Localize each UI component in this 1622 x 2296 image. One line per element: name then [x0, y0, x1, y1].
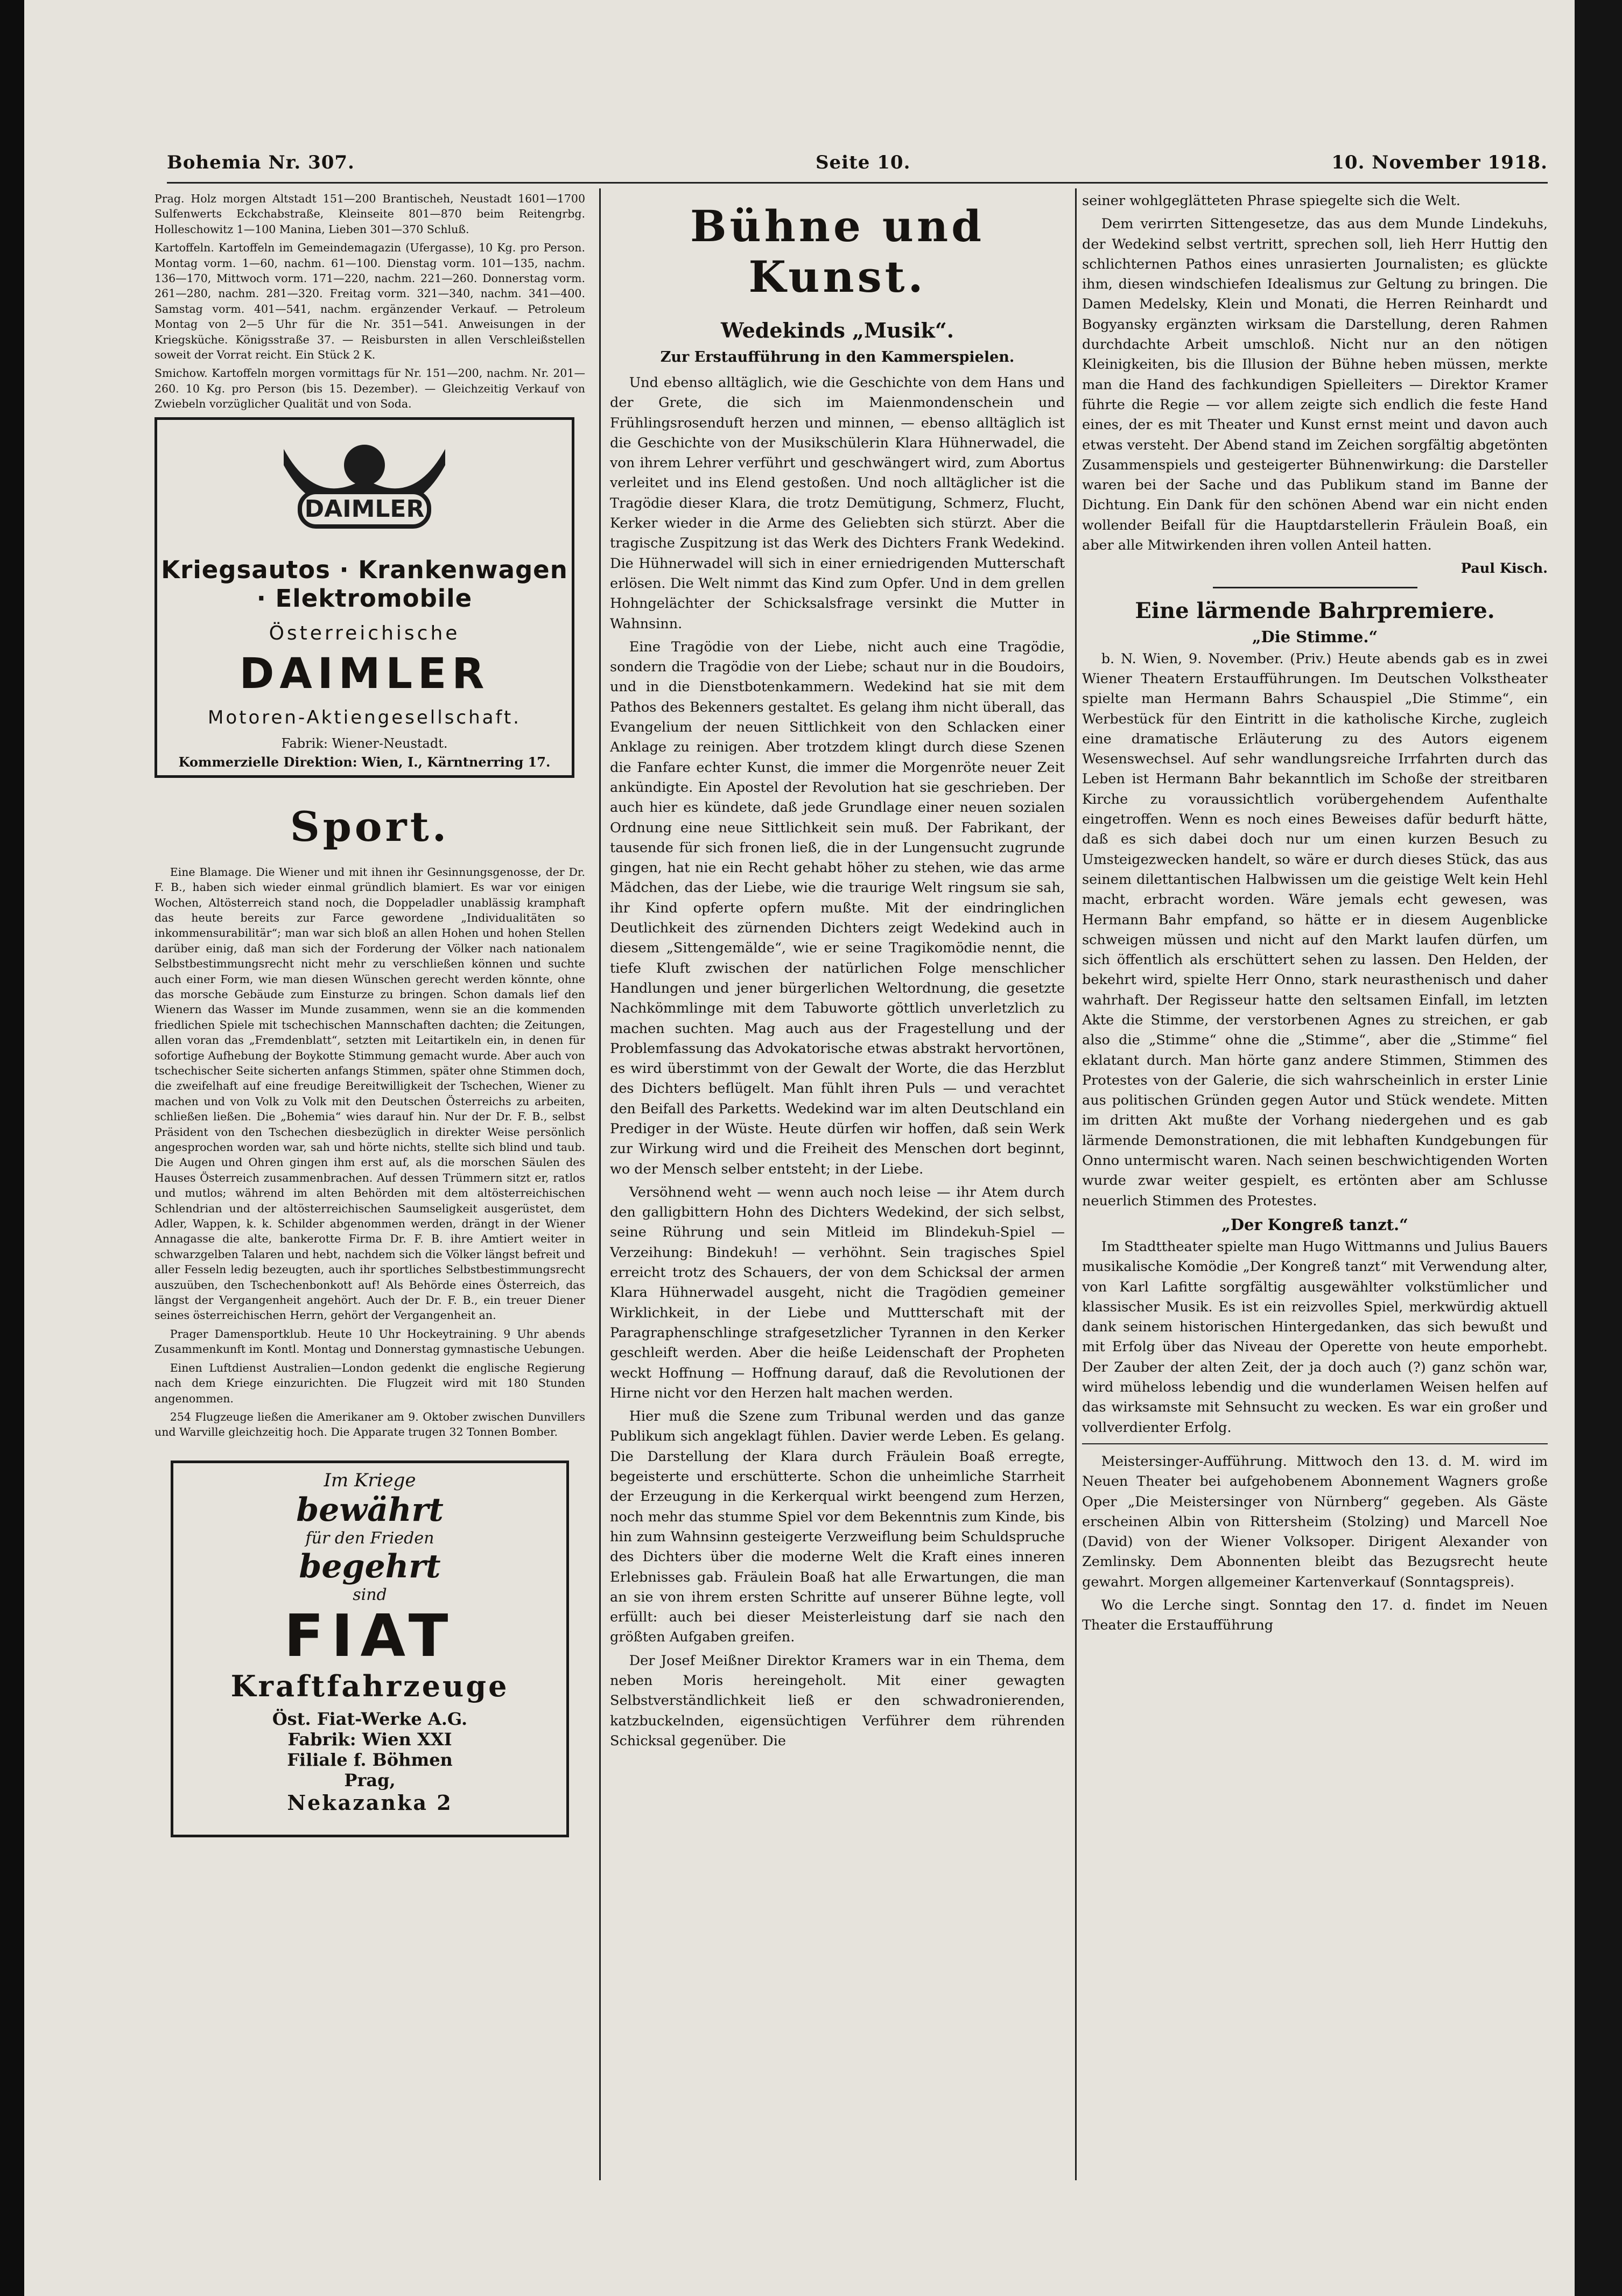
header-right: 10. November 1918. [1331, 152, 1548, 173]
article-continuation: Dem verirrten Sittengesetze, das aus dem Munde Lindekuhs, der Wedekind selbst vertritt, sprechen soll, lieh Herr Huttig den schlichternen Pathos eines unrasierten Journalisten; es glückte ihm, diesen windschiefen Idealismus zur Geltung zu bringen. Die Damen Medelsky, Klein und Monati, die Herren Reinhardt und Bogyansky ergänzten wirksam die Darstellung, deren Rahmen durchdachte Arbeit umschloß. Nicht nur an den nötigen Kleinigkeiten, bis die Illusion der Bühne heben müssen, merkte man die Hand des fachkundigen Spielleiters — Direktor Kramer führte die Regie — vor allem zeigte sich endlich die feste Hand eines, der es mit Theater und Kunst ernst meint und davon auch etwas versteht. Der Abend stand im Zeichen sorgfältig abgetönten Zusammenspiels und gesteigerter Bühnenwirkung: die Darsteller waren bei der Sache und das Publikum stand im Banne der Dichtung. Ein Dank für den schönen Abend war ein nicht enden wollender Beifall für die Hauptdarstellerin Fräulein Boaß, ein aber alle Mitwirkenden ihren vollen Anteil hatten. [1082, 216, 1548, 554]
fiat-line: für den Frieden [305, 1528, 434, 1548]
header-center: Seite 10. [816, 152, 911, 173]
section-title: Bühne und Kunst. [690, 201, 985, 302]
notice-paragraph: Meistersinger-Aufführung. Mittwoch den 13. d. M. wird im Neuen Theater bei aufgehobenem Abonnement Wagners große Oper „Die Meistersinger von Nürnberg“ gegeben. Als Gäste erscheinen Albin von Rittersheim (Stolzing) und Marcell Noe (David) von der Wiener Volksoper. Dirigent Alexander von Zemlinsky. Dem Abonnenten bleibt das Bezugsrecht heute gewahrt. Morgen allgemeiner Kartenverkauf (Sonntagspreis). [1082, 1453, 1548, 1590]
article-paragraph: Eine Tragödie von der Liebe, nicht auch eine Tragödie, sondern die Tragödie von der Liebe; schaut nur in die Boudoirs, und in die Dienstbotenkammern. Wedekind hat sie mit dem Pathos des Bekenners gestaltet. Es gelang ihm nicht überall, das Evangelium der neuen Sittlichkeit von den Schlacken einer Anklage zu reinigen. Aber trotzdem klingt durch diese Szenen die Fanfare echter Kunst, die immer die Morgenröte neuer Zeit ankündigte. Ein Apostel der Revolution hat sie geschrieben. Der auch hier es kündete, daß jede Grundlage einer neuen sozialen Ordnung eine neue Sittlichkeit sein muß. Der Fabrikant, der tausende für sich fronen ließ, die in der Lungensucht zugrunde gingen, hat nie ein Recht gehabt höher zu stehen, wie das arme Mädchen, das der Liebe, wie die traurige Welt ringsum sie sah, ihr Kind opferte opfern mußte. Mit der eindringlichen Deutlichkeit des zürnenden Dichters zeigt Wedekind auch in diesem „Sittengemälde“, wie er seine Tragikomödie nennt, die tiefe Kluft zwischen der natürlichen Folge menschlicher Handlungen und jener bürgerlichen Weltordnung, die gesetzte Nachkömmlinge mit dem Tabuworte göttlich unverletzlich zu machen suchten. Mag auch aus der Fragestellung und der Problemfassung das Advokatorische etwas abstrakt hervortönen, es wird überstimmt von der Gewalt der Worte, die das Herzblut des Dichters beflügelt. Man fühlt ihren Puls — und verachtet den Beifall des Parketts. Wedekind war im alten Deutschland ein Prediger in der Wüste. Heute dürfen wir hoffen, daß sein Werk zur Wirkung wird und die Freiheit des Menschen dort beginnt, wo der Mensch selber entsteht; in der Liebe. [610, 638, 1065, 1177]
notice: Prag. Holz morgen Altstadt 151—200 Brantischeh, Neustadt 1601—1700 Sulfenwerts Eckchabstraße, Kleinseite 801—870 beim Reitengrbg. Holleschowitz 1—100 Manina, Lieben 301—370 Schluß. [155, 192, 585, 236]
article-paragraph: Hier muß die Szene zum Tribunal werden und das ganze Publikum sich angeklagt fühlen. Davier werde Leben. Es gelang. Die Darstellung der Klara durch Fräulein Boaß erregte, begeisterte und erschütterte. Schon die unheimliche Starrheit der Erzeugung in die Kerkerqual wirkt beengend zum Herzen, noch mehr das stumme Spiel vor dem Bekenntnis zum Kinde, bis hin zum Wahnsinn gesteigerte Verzweiflung beim Schuldspruche des Dichters über die moderne Welt die Kraft eines inneren Erlebnisses gab. Fräulein Boaß hat alle Erwartungen, die man an sie von ihrem ersten Schritte auf unserer Bühne legte, voll erfüllt: auch bei dieser Meisterleistung darf sie nach den größten Aufgaben greifen. [610, 1408, 1065, 1646]
article-paragraph: Und ebenso alltäglich, wie die Geschichte von dem Hans und der Grete, die sich im Maienmondenschein und Frühlingsrosenduft herzen und minnen, — ebenso alltäglich ist die Geschichte von der Musikschülerin Klara Hühnerwadel, die von ihrem Lehrer verführt und geschwängert wird, zum Abortus verleitet und ins Elend gestoßen. Und noch alltäglicher ist die Tragödie dieser Klara, die trotz Demütigung, Schmerz, Flucht, Kerker wieder in die Arme des Geliebten sich stürzt. Aber die tragische Zuspitzung ist das Werk des Dichters Frank Wedekind. Die Hühnerwadel will sich in einer erniedrigenden Mutterschaft erlösen. Die Welt nimmt das Kind zum Opfer. Und in dem grellen Hohngelächter der Schicksalsfrage versinkt die Mutter in Wahnsinn. [610, 375, 1065, 632]
article-continuation: seiner wohlgeglätteten Phrase spiegelte sich die Welt. [1082, 193, 1460, 209]
daimler-logo-text: DAIMLER [304, 495, 425, 523]
sport-paragraph: Prager Damensportklub. Heute 10 Uhr Hockeytraining. 9 Uhr abends Zusammenkunft im Kontl. Montag und Donnerstag gymnastische Uebungen. [155, 1327, 585, 1356]
column-2 [610, 191, 1065, 2183]
article-subtitle: Zur Erstaufführung in den Kammerspielen. [660, 349, 1015, 366]
daimler-factory: Fabrik: Wiener-Neustadt. [281, 735, 448, 751]
sport-section [155, 865, 585, 1440]
sport-paragraph: 254 Flugzeuge ließen die Amerikaner am 9. Oktober zwischen Dunvillers und Warville gleichzeitig hoch. Die Apparate trugen 32 Tonnen Bomber. [155, 1410, 585, 1439]
header-rule [167, 182, 1548, 184]
sport-section-title: Sport. [290, 802, 450, 851]
article-paragraph: Versöhnend weht — wenn auch noch leise — ihr Atem durch den galligbittern Hohn des Dichters Wedekind, der sich selbst, seine Rührung und sein Mitleid im Blindekuh-Spiel — Verzeihung: Bindekuh! — verhöhnt. Sein tragisches Spiel erreicht trotz des Schauers, der von dem Schicksal der armen Klara Hühnerwadel ausgeht, nicht die Tragödien gemeiner Wirklichkeit, in der Liebe und Muttterschaft mit der Paragraphenschlinge strafgesetzlicher Tyrannen in den Kerker geschleift werden. Aber die heiße Leidenschaft der Propheten weckt Hoffnung — Hoffnung darauf, daß die Revolutionen der Hirne nicht vor den Herzen halt machen werden. [610, 1184, 1065, 1401]
fiat-line: sind [353, 1585, 387, 1604]
fiat-line: Öst. Fiat-Werke A.G. [272, 1708, 468, 1729]
notice: Kartoffeln. Kartoffeln im Gemeindemagazin (Ufergasse), 10 Kg. pro Person. Montag vorm. 1—60, nachm. 61—100. Dienstag vorm. 101—135, nachm. 136—170, Mittwoch vorm. 171—220, nachm. 221—260. Donnerstag vorm. 261—280, nachm. 281—320. Freitag vorm. 321—340, nachm. 341—400. Samstag vorm. 401—541, nachm. ergänzender Verkauf. — Petroleum Montag von 2—5 Uhr für die Nr. 351—541. Anweisungen in der Kriegsküche. Königsstraße 37. — Reisbursten in allen Verschleißstellen soweit der Vorrat reicht. Ein Stück 2 K. [155, 241, 585, 362]
fiat-line: Im Kriege [324, 1469, 416, 1491]
article-subtitle: „Die Stimme.“ [1252, 627, 1378, 646]
page-header [167, 152, 1548, 184]
fiat-line: Filiale f. Böhmen [287, 1749, 453, 1770]
sport-paragraph: Einen Luftdienst Australien—London gedenkt die englische Regierung nach dem Kriege einzurichten. Die Flugzeit wird mit 180 Stunden angenommen. [155, 1361, 585, 1405]
fiat-brand: FIAT [284, 1602, 456, 1670]
fiat-line: Fabrik: Wien XXI [287, 1729, 452, 1750]
fiat-line: bewährt [296, 1491, 444, 1529]
daimler-country: Österreichische [269, 622, 460, 644]
daimler-logo-icon [251, 427, 478, 546]
fiat-advertisement [171, 1461, 569, 1837]
fiat-line: Nekazanka 2 [287, 1790, 453, 1815]
article-title: Wedekinds „Musik“. [721, 318, 954, 342]
column-rule-1 [599, 188, 601, 2180]
newspaper-page [24, 0, 1575, 2296]
daimler-address: Kommerzielle Direktion: Wien, I., Kärntnerring 17. [178, 754, 551, 770]
daimler-brand: DAIMLER [239, 649, 490, 698]
article-paragraph: Der Josef Meißner Direktor Kramers war in ein Thema, dem neben Moris hereingeholt. Mit einer gewagten Selbstverständlichkeit ließ er den schwadronierenden, katzbuckelnden, eigensüchtigen Verführer dem rührenden Schicksal gegenüber. Die [610, 1652, 1065, 1749]
article-paragraph: b. N. Wien, 9. November. (Priv.) Heute abends gab es in zwei Wiener Theatern Erstaufführungen. Im Deutschen Volkstheater spielte man Hermann Bahrs Schauspiel „Die Stimme“, ein Werbestück für den Eintritt in die katholische Kirche, zugleich eine dramatische Erläuterung zu des Autors eigenem Wesenswechsel. Auf sehr wandlungsreiche Irrfahrten durch das Leben ist Hermann Bahr bekanntlich im Schoße der streitbaren Kirche zu voraussichtlich vorübergehendem Aufenthalte eingetroffen. Wenn es noch eines Beweises dafür bedurft hätte, daß es sich dabei doch nur um einen kurzen Besuch zu Umsteigezwecken handelt, so wäre er durch dieses Stück, das aus seinem dilettantischen Halbwissen um die geistige Welt kein Hehl macht, erbracht worden. Wäre jemals echt gewesen, was Hermann Bahr empfand, so hätte er in diesem Augenblicke schweigen müssen und nicht auf den Markt laufen dürfen, um sich öffentlich als erschüttert sehen zu lassen. Den Helden, der bekehrt wird, spielte Herr Onno, stark neurasthenisch und daher wahrhaft. Der Regisseur hatte den seltsamen Einfall, im letzten Akte die Stimme, der verstorbenen Agnes zu streichen, er gab also die „Stimme“ ohne die „Stimme“, aber die „Stimme“ fiel eklatant durch. Man hörte ganz andere Stimmen, Stimmen des Protestes von der Galerie, die sich wahrscheinlich in erster Linie aus politischen Gründen gegen Autor und Stück wendete. Mitten im dritten Akt mußte der Vorhang niedergehen und es gab lärmende Demonstrationen, die mit lebhaften Kundgebungen für Onno untermischt waren. Nach seinen beschwichtigenden Worten wurde zwar weiter gespielt, es ertönten aber am Schlusse neuerlich Stimmen des Protestes. [1082, 650, 1548, 1209]
fiat-line: Prag, [344, 1770, 396, 1791]
scan-border [1575, 0, 1622, 2296]
fiat-line: begehrt [299, 1547, 441, 1585]
column-3 [1082, 191, 1548, 2183]
daimler-products: Kriegsautos · Krankenwagen · Elektromobile [161, 555, 568, 613]
article-divider [1213, 587, 1417, 588]
article-title: Eine lärmende Bahrpremiere. [1135, 598, 1495, 623]
article-paragraph: Im Stadttheater spielte man Hugo Wittmanns und Julius Bauers musikalische Komödie „Der Kongreß tanzt“ mit Verwendung alter, von Karl Lafitte sorgfältig ausgewählter volkstümlicher und klassischer Musik. Es ist ein reizvolles Spiel, merkwürdig aktuell dank seinem historischen Hintergedanken, das sich bewußt und mit Erfolg über das Niveau der Operette von heute emporhebt. Der Zauber der alten Zeit, der ja doch auch (?) ganz schön war, wird müheloss lebendig und die wunderlamen Weisen helfen auf das wirksamste mit Sehnsucht zu wecken. Es war ein großer und vollverdienter Erfolg. [1082, 1238, 1548, 1436]
column-rule-2 [1075, 188, 1077, 2180]
notice-divider [1082, 1443, 1548, 1444]
notices-block [155, 191, 585, 412]
column-1 [155, 191, 585, 2183]
daimler-advertisement [155, 417, 574, 778]
author-signature: Paul Kisch. [1460, 560, 1548, 577]
notice-paragraph: Wo die Lerche singt. Sonntag den 17. d. findet im Neuen Theater die Erstaufführung [1082, 1597, 1548, 1634]
sport-paragraph: Eine Blamage. Die Wiener und mit ihnen ihr Gesinnungsgenosse, der Dr. F. B., haben sich wieder einmal gründlich blamiert. Es war vor einigen Wochen, Altösterreich stand noch, die Doppeladler unablässig kramphaft das heute bereits zur Farce gewordene „Individualitäten so inkommensurabilitär“; man war sich bloß an allen Hohen und hohen Stellen darüber einig, daß man sich der Forderung der Völker nach nationalem Selbstbestimmungsrecht nicht mehr zu verschließen können und suchte auch einer Form, wie man diesen Wünschen gerecht werden könnte, ohne das morsche Gebäude zum Einsturze zu bringen. Schon damals lief den Wienern das Wasser im Munde zusammen, wenn sie an die kommenden friedlichen Spiele mit tschechischen Mannschaften dachten; die Zeitungen, allen voran das „Fremdenblatt“, setzten mit Leitartikeln ein, in denen für sofortige Aufhebung der Boykotte Stimmung gemacht wurde. Aber auch von tschechischer Seite sicherten anfangs Stimmen, später ohne Stimmen doch, die zweifelhaft auf eine freudige Bereitwilligkeit der Tschechen, Wiener zu machen und von Volk zu Volk mit den Deutschen Österreichs zu arbeiten, schließen ließen. Die „Bohemia“ wies darauf hin. Nur der Dr. F. B., selbst Präsident von den Tschechen diesbezüglich in direkter Weise persönlich angesprochen worden war, sah und hörte nichts, stellte sich blind und taub. Die Augen und Ohren gingen ihm erst auf, als die morschen Säulen des Hauses Österreich zusammenbrachen. Auf dessen Trümmern sitzt er, ratlos und mutlos; während im alten Behörden mit dem altösterreichischen Schlendrian und der altösterreichischen Saumseligkeit ausgerüstet, dem Adler, Wappen, k. k. Schilder abgenommen werden, drängt in der Wiener Annagasse die alte, bankerotte Firma Dr. F. B. ihre Amtiert weiter in schwarzgelben Talaren und hebt, nachdem sich die Völker längst befreit und aller Fesseln ledig bezeugten, auch ihr sportliches Selbstbestimmungsrecht auszuüben, den Tschechenbonkott auf! Als Behörde eines Österreich, das längst der Vergangenheit angehört. Auch der Dr. F. B., ein treuer Diener seines österreichischen Herrn, gehört der Vergangenheit an. [155, 865, 585, 1322]
article-subtitle: „Der Kongreß tanzt.“ [1221, 1215, 1408, 1234]
daimler-company: Motoren-Aktiengesellschaft. [207, 706, 521, 728]
header-left: Bohemia Nr. 307. [167, 152, 355, 173]
notice: Smichow. Kartoffeln morgen vormittags für Nr. 151—200, nachm. Nr. 201—260. 10 Kg. pro Person (bis 15. Dezember). — Gleichzeitig Verkauf von Zwiebeln vorzüglicher Qualität und von Soda. [155, 367, 585, 411]
fiat-line: Kraftfahrzeuge [230, 1668, 509, 1703]
